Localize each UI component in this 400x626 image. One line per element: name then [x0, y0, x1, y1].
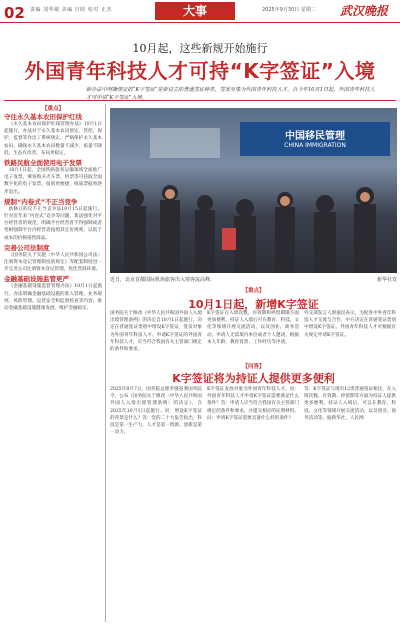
mid-col-1: 国务院关于修改《中华人民共和国外国人入境出境管理条例》的决定自10月1日起施行。决定在普通签证类别中增设K字签证，签发对象为外国青年科技人才。申请K字签证的外国青年科技人才，应当符合我国有关主管部门规定的条件和要求。 [110, 311, 202, 353]
photo-caption-text: 近日，北京首都国际机场旅客出入境客流高峰。 [110, 277, 216, 283]
left-item-body: 《永久基本农田保护红线管理办法》10月1日起施行。办法对于永久基本农田划定、管控、保护、监督等作出了系统规定，严格保护永久基本农田，确保永久基本农田数量不减少、质量不降低、生态有改善、布局更稳定。 [4, 122, 102, 156]
newspaper-logo: 武汉晚报 [340, 4, 389, 18]
sec-col-2: K字签证发放对象为外国青年科技人才。问：外国青年科技人才申请K字签证需要满足什么条件？答：申请人应当符合我国有关主管部门规定的条件和要求，并提交相应的证明材料。问：申请K字签证需要具备什么样的条件？ [207, 387, 299, 421]
page-number: 02 [4, 4, 25, 22]
banner-text-en: CHINA IMMIGRATION [284, 142, 346, 149]
editor-credits: 责编 刘华敏 美编 日晗 校对 正杰 [30, 7, 112, 13]
headline-divider [4, 100, 396, 101]
lead-paragraph: 新办法中明确规定的“K字签证”是新设立的普通签证种类，签发对象为外国青年科技人才。自今年10月1日起，外国青年科技人才可申请“K字签证”入境。 [86, 87, 375, 101]
left-item [4, 158, 102, 196]
photo-credit: 新华社发 [376, 277, 397, 283]
crowd-figures [110, 108, 397, 273]
left-column-tag: 【重点】 [41, 106, 64, 112]
red-suitcase [222, 228, 236, 250]
left-item-body: 10月1日起，全国铁路旅客运输领域全面推广电子发票。乘客购买火车票、机票等可获取全面数字化的电子发票，报销更便捷，纸质票据将逐步退出。 [4, 168, 102, 195]
photo-caption [110, 276, 397, 283]
left-item-body: 新修订的反不正当竞争法10月15日起施行。针对近年来“内卷式”竞争等问题，新法强化对平台经营者的规范，明确平台经营者不得强制或者变相强制平台内经营者按照其定价规则，以低于成本的价格销售商品。 [4, 206, 102, 241]
mid-tag: 【重点】 [242, 288, 265, 294]
left-item-title: 守住永久基本农田保护红线 [4, 113, 82, 121]
left-item-title: 完善公司法制度 [4, 243, 50, 252]
mid-col-3: 外交部发言人郭嘉昆表示，为促进中外青年科技人才交流与合作，中方决定在普通签证类别中增设K字签证。外国青年科技人才可根据有关规定申请K字签证。 [304, 311, 396, 338]
left-item-title: 金融基础设施监管更严 [4, 275, 69, 284]
sec-section-title: K字签证将为持证人提供更多便利 [172, 372, 335, 385]
left-item-body: 《金融基础设施监督管理办法》10月1日起施行。办法明确金融基础设施的准入管理、业务规则、风险管理、运营安全和监督检查等内容，推动金融基础设施健康发展，维护金融稳定。 [4, 284, 102, 312]
left-column [4, 104, 102, 622]
mid-col-2: K字签证在入境次数、有效期和停留期限方面更加便利，持证人入境后可在教育、科技、文化等领域开展交流活动，以及创业、商务活动。申请人无需境内单位或者个人邀请，根据本人年龄、教育背景、工作经历等申请。 [207, 311, 299, 345]
left-item [4, 274, 102, 312]
left-item-title: 规制“内卷式”不正当竞争 [4, 197, 78, 206]
banner-text-cn: 中国移民管理 [285, 131, 345, 142]
left-item-body: 《国务院关于实施〈中华人民共和国公司法〉注册资本登记管理制度的规定》等配套制度进一步完善公司注册资本登记管理，优化营商环境。 [4, 252, 102, 273]
left-item [4, 243, 102, 274]
section-badge: 大事 [155, 2, 235, 20]
left-item [4, 112, 102, 157]
subheadline: 10月起，这些新规开始施行 [132, 42, 268, 55]
news-photo [110, 108, 397, 273]
sec-tag: 【问答】 [242, 364, 265, 370]
issue-date: 2025年9月30日 星期二 [262, 7, 316, 13]
mid-section-title: 10月1日起，新增K字签证 [188, 298, 319, 311]
sec-col-1: 2025年8月7日，国务院总理李强签署国务院令，公布《国务院关于修改〈中华人民共和国外国人入境出境管理条例〉的决定》，自2025年10月1日起施行。问：增设K字签证的背景是什么？答：党的二十大报告指出，科技是第一生产力、人才是第一资源、创新是第一动力。 [110, 387, 202, 436]
column-rule [105, 104, 106, 622]
page-headline: 外国青年科技人才可持“K字签证”入境 [24, 59, 376, 83]
left-item-title: 铁路民航全面使用电子发票 [4, 159, 82, 168]
sec-col-3: 答：K字签证与现有12类普通签证相比，在入境次数、有效期、停留期等方面为持证人提供更多便利。持证人入境后，可以在教育、科技、文化等领域开展交流活动，以及创业、商务活动等。据新华社、人民网 [304, 387, 396, 421]
left-item [4, 197, 102, 242]
